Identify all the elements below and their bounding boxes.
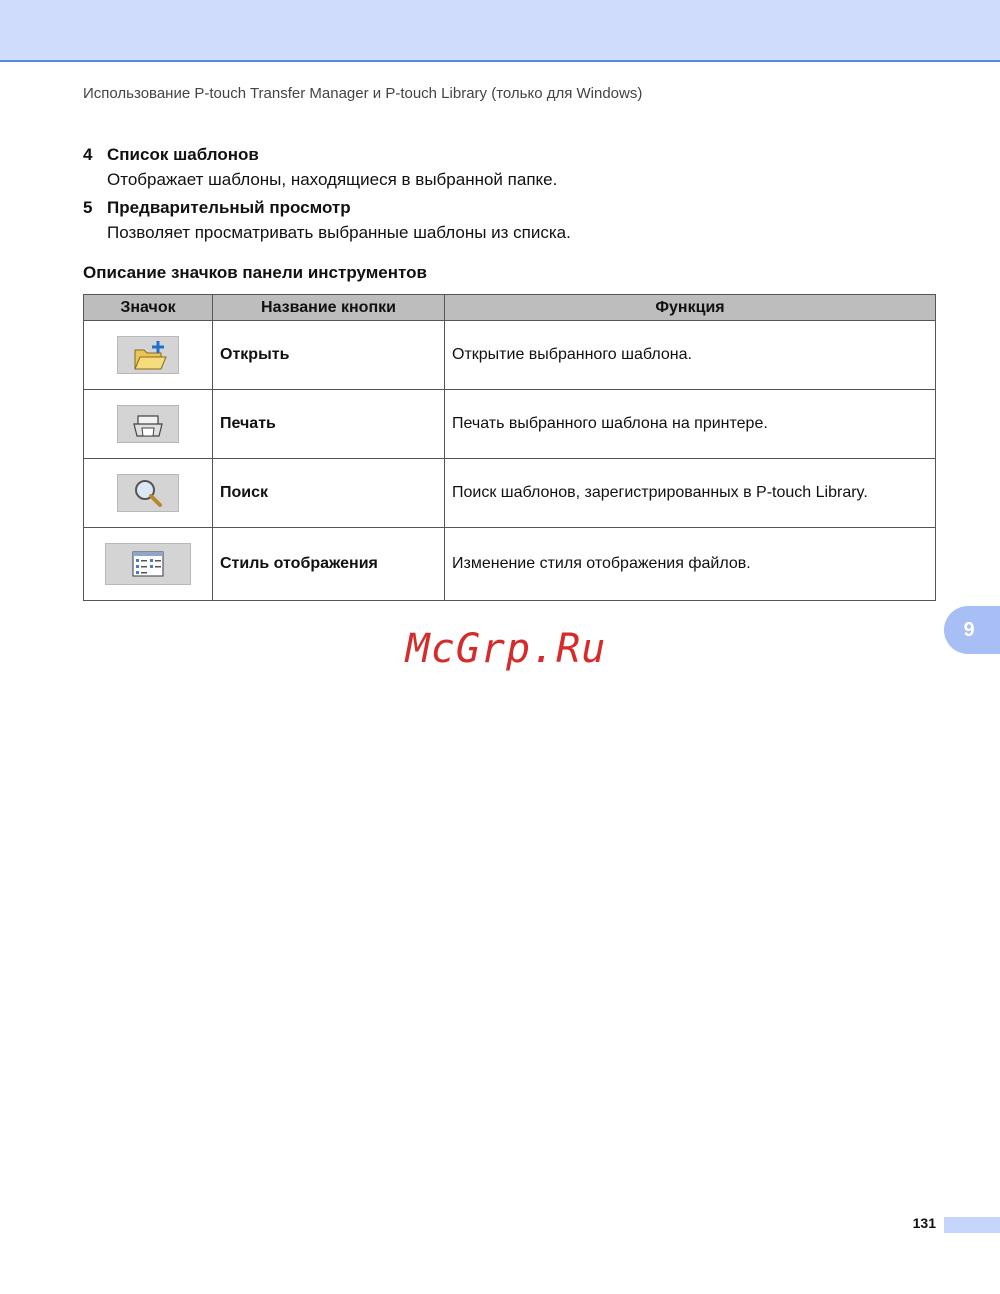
running-header: Использование P-touch Transfer Manager и P-touch Library (только для Windows)	[83, 85, 643, 102]
button-function: Поиск шаблонов, зарегистрированных в P-touch Library.	[445, 459, 936, 528]
icon-cell	[84, 528, 213, 601]
printer-icon	[117, 405, 179, 443]
section-heading: Описание значков панели инструментов	[83, 263, 427, 282]
icon-cell	[84, 390, 213, 459]
item-description: Позволяет просматривать выбранные шаблоны из списка.	[107, 223, 571, 242]
list-view-icon	[105, 543, 191, 585]
column-header-function: Функция	[445, 295, 936, 321]
button-function: Изменение стиля отображения файлов.	[445, 528, 936, 601]
item-number: 5	[83, 198, 93, 217]
table-row	[84, 459, 936, 528]
page-number-bar	[944, 1217, 1000, 1233]
item-description: Отображает шаблоны, находящиеся в выбранной папке.	[107, 170, 558, 189]
watermark: McGrp.Ru	[405, 626, 607, 672]
table-row	[84, 321, 936, 390]
page-number: 131	[912, 1215, 936, 1231]
item-title: Список шаблонов	[107, 145, 259, 164]
button-function: Открытие выбранного шаблона.	[445, 321, 936, 390]
chapter-tab: 9	[944, 606, 1000, 654]
icon-cell	[84, 459, 213, 528]
column-header-icon: Значок	[84, 295, 213, 321]
open-folder-icon	[117, 336, 179, 374]
item-title: Предварительный просмотр	[107, 198, 351, 217]
toolbar-icons-table	[83, 294, 936, 601]
column-header-name: Название кнопки	[213, 295, 445, 321]
item-number: 4	[83, 145, 93, 164]
top-band	[0, 0, 1000, 62]
table-row	[84, 528, 936, 601]
button-name: Печать	[213, 390, 445, 459]
table-row	[84, 390, 936, 459]
magnifier-icon	[117, 474, 179, 512]
icon-cell	[84, 321, 213, 390]
button-name: Открыть	[213, 321, 445, 390]
button-name: Стиль отображения	[213, 528, 445, 601]
button-name: Поиск	[213, 459, 445, 528]
table-header-row	[84, 295, 936, 321]
button-function: Печать выбранного шаблона на принтере.	[445, 390, 936, 459]
